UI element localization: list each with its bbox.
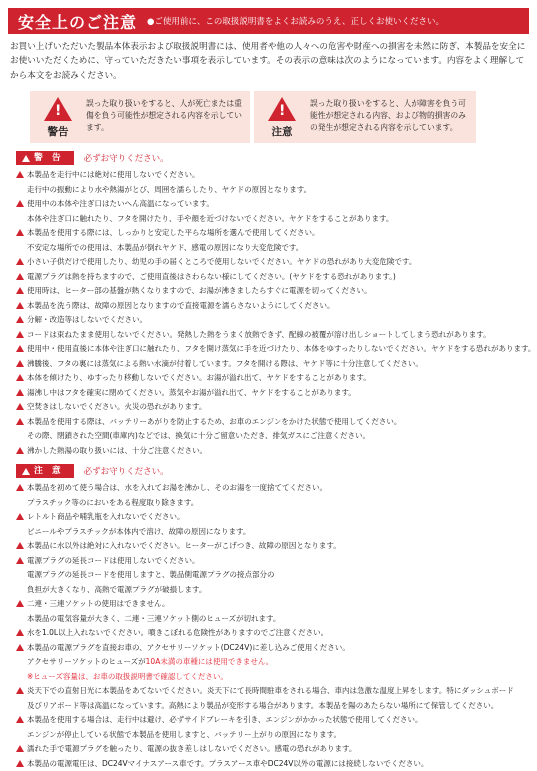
caution-triangle-icon: [16, 716, 24, 723]
list-item-text: 本製品を走行中には絶対に使用しないでください。: [27, 170, 200, 179]
caution-triangle-icon: [16, 374, 24, 381]
caution-triangle-icon: [16, 557, 24, 564]
list-item-text: 及びリアボード等は高温になっています。高熱により製品が変形する場合があります。本製品を陽のあたらない場所にて保管してください。: [27, 701, 498, 710]
list-item-text: アクセサリーソケットのヒューズが10A未満の車種には使用できません。: [27, 657, 273, 666]
list-item: [16, 313, 528, 328]
caution-triangle-icon: [16, 331, 24, 338]
list-item-text: 本製品を初めて使う場合は、水を入れてお湯を沸かし、そのお湯を一度捨ててください。: [27, 483, 327, 492]
warning-sign: [30, 91, 86, 139]
list-item-text: プラスチック等のにおいをある程度取り除きます。: [27, 498, 198, 507]
list-item: [16, 371, 528, 386]
list-item-text: 水を1.0L以上入れないでください。噴きこぼれる危険性がありますのでご注意ください。: [27, 628, 328, 637]
caution-badge-icon: [22, 468, 30, 475]
caution-triangle-icon: [16, 418, 24, 425]
intro-text: お買い上げいただいた製品本体表示および取扱説明書には、使用者や他の人々への危害や財産への損害を未然に防ぎ、本製品を安全にお使いいただくために、守っていただきたい事項を表示しています。その表示の意味は次のようになっています。内容をよく理解してから本文をお読みください。: [10, 40, 528, 83]
list-item: [16, 415, 528, 430]
caution-triangle-icon: [16, 316, 24, 323]
caution-triangle-icon: [16, 687, 24, 694]
list-item: [16, 241, 528, 256]
warning-badge: 警 告: [16, 151, 74, 165]
warning-triangle-icon: !: [44, 97, 72, 121]
caution-triangle-icon: [16, 229, 24, 236]
caution-triangle-icon: [16, 389, 24, 396]
list-item-text: 炎天下での直射日光に本製品をあてないでください。炎天下にて長時間駐車をされる場合、車内は急激な温度上昇をします。特にダッシュボード: [27, 686, 514, 695]
list-item: [16, 342, 528, 357]
caution-triangle-icon: [16, 273, 24, 280]
list-item: [16, 284, 528, 299]
list-item-text: 本製品の電源プラグを直接お車の、アクセサリーソケット(DC24V)に差し込みご使用ください。: [27, 643, 350, 652]
list-item-text: 電源プラグの延長コードを使用しますと、製品側電源プラグの接点部分の: [27, 570, 275, 579]
list-item: [16, 525, 528, 540]
list-item-text: 本製品を使用する際は、バッテリーあがりを防止するため、お車のエンジンをかけた状態で使用してください。: [27, 417, 401, 426]
list-item-text: 負担が大きくなり、高熱で電源プラグが破損します。: [27, 585, 206, 594]
list-item: [16, 212, 528, 227]
list-item-text: 使用中・使用直後に本体や注ぎ口に触れたり、フタを開け蒸気に手を近づけたり、本体をゆすったりしないでください。ヤケドをする恐れがあります。: [27, 344, 535, 353]
list-item-text: 濡れた手で電源プラグを触ったり、電源の抜き差しはしないでください。感電の恐れがあります。: [27, 744, 356, 753]
caution-triangle-icon: [16, 302, 24, 309]
caution-triangle-icon: [16, 447, 24, 454]
list-item: [16, 444, 528, 459]
caution-definition-text: 誤った取り扱いをすると、人が障害を負う可能性が想定される内容、および物的損害のみの発生が想定される内容を示しています。: [310, 91, 476, 134]
caution-triangle-icon: !: [268, 97, 296, 121]
list-item: [16, 728, 528, 743]
list-item-text: 本製品の電気容量が大きく、二連・三連ソケット側のヒューズが切れます。: [27, 614, 280, 623]
list-item-text: 本製品を使用する場合は、走行中は避け、必ずサイドブレーキを引き、エンジンがかかった状態で使用してください。: [27, 715, 422, 724]
list-item: [16, 255, 528, 270]
list-item: [16, 429, 528, 444]
caution-triangle-icon: [16, 360, 24, 367]
list-item: [16, 655, 528, 670]
caution-definition-box: [254, 91, 476, 143]
caution-triangle-icon: [16, 542, 24, 549]
list-item-text: 本体を傾けたり、ゆすったり移動しないでください。お湯が溢れ出て、ヤケドをすることがあります。: [27, 373, 371, 382]
list-item-text: 電源プラグの延長コードは使用しないでください。: [27, 556, 200, 565]
list-item-text: 使用時は、ヒーター部の基盤が熱くなりますので、お湯が沸きましたらすぐに電源を切ってください。: [27, 286, 372, 295]
caution-triangle-icon: [16, 484, 24, 491]
list-item: [16, 357, 528, 372]
list-item-text: 沸騰後、フタの裏には蒸気による熱い水滴が付着しています。フタを開ける際は、ヤケド等に十分注意してください。: [27, 359, 423, 368]
caution-badge: 注 意: [16, 464, 74, 478]
caution-list: [16, 481, 528, 771]
list-item: [16, 713, 528, 728]
caution-triangle-icon: [16, 513, 24, 520]
list-item: [16, 270, 528, 285]
list-item-text: エンジンが停止している状態で本製品を使用しますと、バッテリー上がりの原因になります。: [27, 730, 341, 739]
header-subtitle: ●ご使用前に、この取扱説明書をよくお読みのうえ、正しくお使いください。: [147, 15, 444, 27]
list-item: [16, 597, 528, 612]
list-item: [16, 684, 528, 699]
list-item: [16, 168, 528, 183]
list-item-text: ※ヒューズ容量は、お車の取扱説明書で確認してください。: [27, 672, 228, 681]
list-item: [16, 670, 528, 685]
list-item: [16, 510, 528, 525]
warning-section-note: 必ずお守りください。: [84, 152, 169, 164]
list-item-text: 本体や注ぎ口に触れたり、フタを開けたり、手や顔を近づけないでください。ヤケドをすることがあります。: [27, 214, 393, 223]
header-bar: [8, 8, 529, 34]
list-item-text: 電源プラグは熱を持ちますので、ご使用直後はさわらない様にしてください。(ヤケドをする恐れがあります。): [27, 272, 396, 281]
list-item-text: 本製品を洗う際は、故障の原因となりますので直接電源を濡らさないようにしてください。: [27, 301, 335, 310]
list-item: [16, 328, 528, 343]
list-item-text: 本製品を使用する際には、しっかりと安定した平らな場所を選んで使用してください。: [27, 228, 320, 237]
list-item-text: 小さい子供だけで使用したり、幼児の手の届くところで使用しないでください。ヤケドの恐れがあり大変危険です。: [27, 257, 416, 266]
list-item: [16, 757, 528, 771]
caution-triangle-icon: [16, 258, 24, 265]
caution-triangle-icon: [16, 629, 24, 636]
list-item-text: 不安定な場所での使用は、本製品が倒れヤケド、感電の原因になり大変危険です。: [27, 243, 303, 252]
list-item: [16, 481, 528, 496]
list-item-text: 走行中の振動により水や熱湯がとび、周囲を濡らしたり、ヤケドの原因となります。: [27, 185, 311, 194]
caution-triangle-icon: [16, 403, 24, 410]
list-item-text: 空焚きはしないでください。火災の恐れがあります。: [27, 402, 206, 411]
list-item-text: 二連・三連ソケットの使用はできません。: [27, 599, 170, 608]
caution-label: 注意: [272, 124, 293, 139]
list-item: [16, 742, 528, 757]
list-item: [16, 197, 528, 212]
list-item: [16, 699, 528, 714]
list-item-text: 使用中の本体や注ぎ口はたいへん高温になっています。: [27, 199, 214, 208]
list-item: [16, 626, 528, 641]
list-item: [16, 554, 528, 569]
caution-triangle-icon: [16, 745, 24, 752]
warning-section-header: [16, 151, 169, 165]
list-item-text: 湯沸し中はフタを確実に閉めてください。蒸気やお湯が溢れ出て、ヤケドをすることがあります。: [27, 388, 356, 397]
caution-section-note: 必ずお守りください。: [84, 465, 169, 477]
list-item-text: 本製品に水以外は絶対に入れないでください。ヒーターがこげつき、故障の原因となります。: [27, 541, 341, 550]
list-item: [16, 612, 528, 627]
warning-label: 警告: [48, 124, 69, 139]
warning-list: [16, 168, 528, 458]
caution-triangle-icon: [16, 644, 24, 651]
caution-triangle-icon: [16, 287, 24, 294]
list-item-text: 本製品の電源電圧は、DC24Vマイナスアース車です。プラスアース車やDC24V以外の電源には接続しないでください。: [27, 759, 428, 768]
warning-badge-icon: [22, 155, 30, 162]
list-item: [16, 539, 528, 554]
list-item-text: ビニールやプラスチックが本体内で溶け、故障の原因になります。: [27, 527, 250, 536]
page-title: 安全上のご注意: [8, 10, 137, 33]
list-item-text: 分解・改造等はしないでください。: [27, 315, 147, 324]
list-item: [16, 183, 528, 198]
list-item: [16, 641, 528, 656]
list-item: [16, 568, 528, 583]
warning-definition-box: [30, 91, 250, 143]
caution-triangle-icon: [16, 345, 24, 352]
caution-sign: [254, 91, 310, 139]
list-item: [16, 583, 528, 598]
list-item-text: 沸かした熱湯の取り扱いには、十分ご注意ください。: [27, 446, 207, 455]
list-item: [16, 299, 528, 314]
list-item-text: その際、閉鎖された空間(車庫内)などでは、換気に十分ご留意いただき、排気ガスにご注意ください。: [27, 431, 370, 440]
warning-definition-text: 誤った取り扱いをすると、人が死亡または重傷を負う可能性が想定される内容を示しています。: [86, 91, 250, 134]
caution-triangle-icon: [16, 171, 24, 178]
list-item-text: レトルト商品や哺乳瓶を入れないでください。: [27, 512, 185, 521]
caution-triangle-icon: [16, 760, 24, 767]
highlight-text: 10A未満の車種には使用できません。: [146, 657, 274, 666]
caution-triangle-icon: [16, 600, 24, 607]
list-item: [16, 496, 528, 511]
caution-triangle-icon: [16, 200, 24, 207]
list-item-text: コードは束ねたまま使用しないでください。発熱した熱をうまく放熱できず、配線の被覆が溶け出しショートしてしまう恐れがあります。: [27, 330, 491, 339]
caution-section-header: [16, 464, 169, 478]
list-item: [16, 226, 528, 241]
list-item: [16, 386, 528, 401]
list-item: [16, 400, 528, 415]
